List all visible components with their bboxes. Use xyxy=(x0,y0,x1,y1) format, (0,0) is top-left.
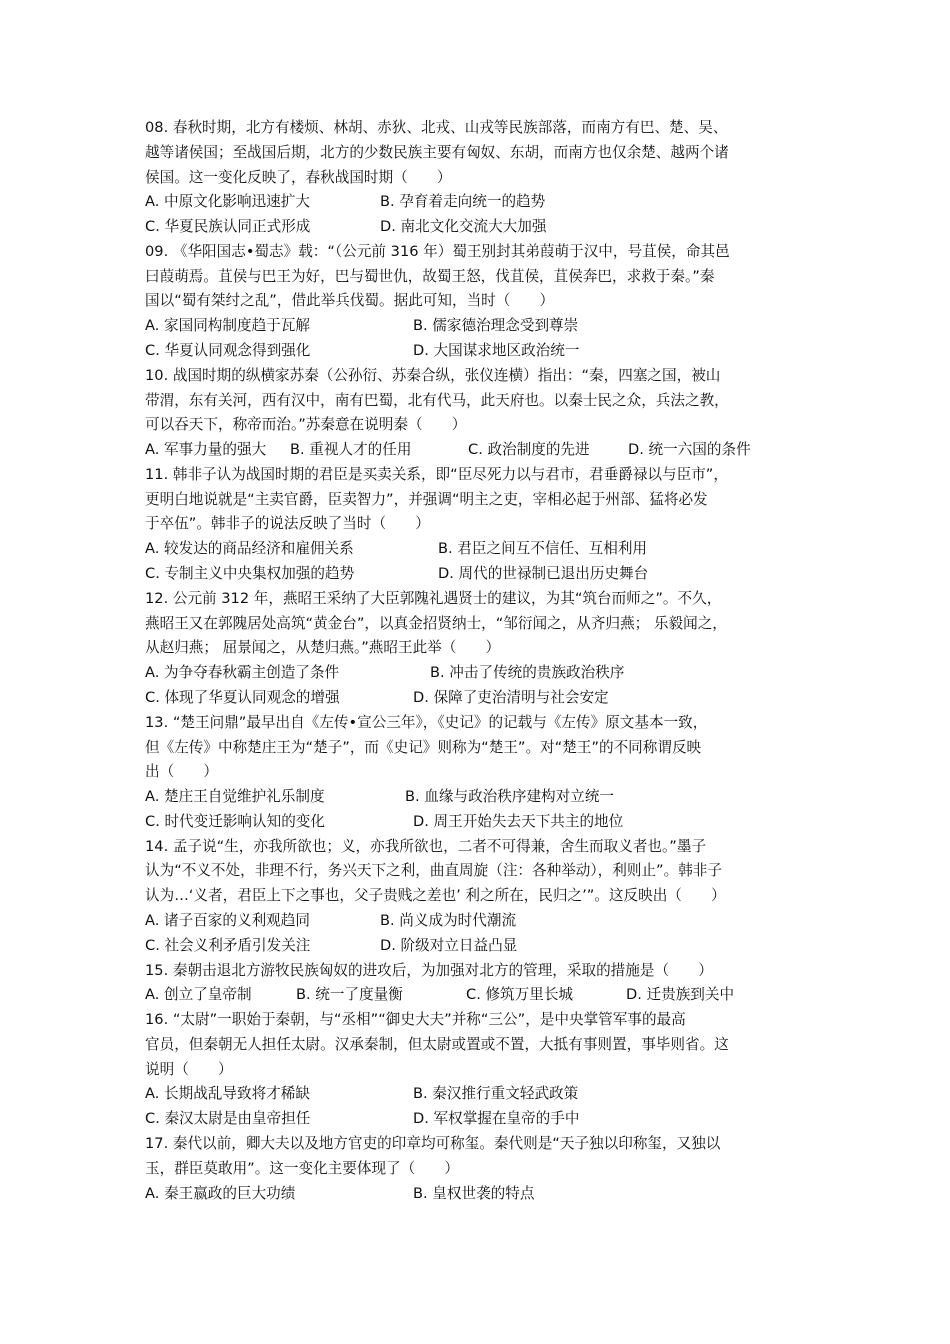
question-14-stem-line: 认为…‘义者，君臣上下之事也，父子贵贱之差也’ 利之所在，民归之’”。这反映出（ ） xyxy=(145,887,726,905)
question-14-stem-line: 14. 孟子说“生，亦我所欲也；义，亦我所欲也，二者不可得兼，舍生而取义者也。”墨子 xyxy=(145,837,707,855)
question-8-stem-line: 越等诸侯国；至战国后期，北方的少数民族主要有匈奴、东胡，而南方也仅余楚、越两个诸 xyxy=(145,143,729,161)
question-10-option-A: A. 军事力量的强大 xyxy=(145,441,267,459)
question-12-option-C: C. 体现了华夏认同观念的增强 xyxy=(145,688,340,706)
question-10-stem-line: 10. 战国时期的纵横家苏秦（公孙衍、苏秦合纵，张仪连横）指出：“秦，四塞之国，被山 xyxy=(145,366,721,384)
question-11-option-D: D. 周代的世禄制已退出历史舞台 xyxy=(438,565,649,583)
question-16-stem-line: 官员，但秦朝无人担任太尉。汉承秦制，但太尉或置或不置，大抵有事则置，事毕则省。这 xyxy=(145,1035,729,1053)
question-9-option-A: A. 家国同构制度趋于瓦解 xyxy=(145,317,310,335)
question-15-option-A: A. 创立了皇帝制 xyxy=(145,986,252,1004)
question-13-stem-line: 出（ ） xyxy=(145,763,218,781)
question-15-option-B: B. 统一了度量衡 xyxy=(296,986,403,1004)
question-14-option-A: A. 诸子百家的义利观趋同 xyxy=(145,911,310,929)
question-12-stem-line: 燕昭王又在郭隗居处高筑“黄金台”，以真金招贤纳士，“邹衍闻之，从齐归燕； 乐毅闻之， xyxy=(145,614,727,632)
question-15-option-C: C. 修筑万里长城 xyxy=(466,986,574,1004)
question-13-option-B: B. 血缘与政治秩序建构对立统一 xyxy=(405,788,615,806)
question-14-option-C: C. 社会义利矛盾引发关注 xyxy=(145,936,311,954)
question-10-stem-line: 带渭，东有关河，西有汉中，南有巴蜀，北有代马，此天府也。以秦士民之众，兵法之教， xyxy=(145,391,729,409)
question-15-option-D: D. 迁贵族到关中 xyxy=(626,986,735,1004)
question-12-stem-line: 从赵归燕； 屈景闻之，从楚归燕。”燕昭王此举（ ） xyxy=(145,639,501,657)
question-12-option-B: B. 冲击了传统的贵族政治秩序 xyxy=(430,664,625,682)
question-16-stem-line: 16. “太尉”一职始于秦朝，与“丞相”“御史大夫”并称“三公”，是中央掌管军事的最高 xyxy=(145,1011,686,1029)
question-10-stem-line: 可以吞天下，称帝而治。”苏秦意在说明秦（ ） xyxy=(145,416,467,434)
question-9-stem-line: 曰葭萌焉。苴侯与巴王为好，巴与蜀世仇，故蜀王怒，伐苴侯，苴侯奔巴，求救于秦。”秦 xyxy=(145,267,715,285)
question-11-stem-line: 于卒伍”。韩非子的说法反映了当时（ ） xyxy=(145,515,430,533)
question-16-option-B: B. 秦汉推行重文轻武政策 xyxy=(413,1085,579,1103)
question-11-option-B: B. 君臣之间互不信任、互相利用 xyxy=(438,540,648,558)
question-10-option-B: B. 重视人才的任用 xyxy=(290,441,412,459)
question-14-option-B: B. 尚义成为时代潮流 xyxy=(380,911,517,929)
question-16-stem-line: 说明（ ） xyxy=(145,1060,233,1078)
question-11-option-A: A. 较发达的商品经济和雇佣关系 xyxy=(145,540,354,558)
question-11-stem-line: 11. 韩非子认为战国时期的君臣是买卖关系，即“臣尽死力以与君市，君垂爵禄以与臣市”， xyxy=(145,465,728,483)
question-8-stem-line: 08. 春秋时期，北方有楼烦、林胡、赤狄、北戎、山戎等民族部落，而南方有巴、楚、吴、 xyxy=(145,119,728,136)
question-12-stem-line: 12. 公元前 312 年，燕昭王采纳了大臣郭隗礼遇贤士的建议，为其“筑台而师之”。不久， xyxy=(145,589,722,607)
question-9-option-B: B. 儒家德治理念受到尊崇 xyxy=(413,317,579,335)
question-8-option-C: C. 华夏民族认同正式形成 xyxy=(145,218,311,236)
question-9-stem-line: 09. 《华阳国志•蜀志》载：“（公元前 316 年）蜀王别封其弟葭萌于汉中，号苴侯，命其邑 xyxy=(145,242,730,260)
question-17-option-A: A. 秦王嬴政的巨大功绩 xyxy=(145,1184,296,1202)
question-8-option-D: D. 南北文化交流大大加强 xyxy=(380,218,547,236)
question-13-option-C: C. 时代变迁影响认知的变化 xyxy=(145,812,326,830)
question-12-option-A: A. 为争夺春秋霸主创造了条件 xyxy=(145,664,340,682)
question-9-option-C: C. 华夏认同观念得到强化 xyxy=(145,342,311,360)
question-13-stem-line: 13. “楚王问鼎”最早出自《左传•宣公三年》，《史记》的记载与《左传》原文基本一致， xyxy=(145,713,708,731)
question-10-option-C: C. 政治制度的先进 xyxy=(468,441,590,459)
question-11-stem-line: 更明白地说就是“主卖官爵，臣卖智力”，并强调“明主之吏，宰相必起于州部、猛将必发 xyxy=(145,490,708,508)
question-8-stem-line: 侯国。这一变化反映了，春秋战国时期（ ） xyxy=(145,168,452,186)
question-11-option-C: C. 专制主义中央集权加强的趋势 xyxy=(145,565,355,583)
question-13-stem-line: 但《左传》中称楚庄王为“楚子”，而《史记》则称为“楚王”。对“楚王”的不同称谓反映 xyxy=(145,738,702,756)
question-13-option-A: A. 楚庄王自觉维护礼乐制度 xyxy=(145,788,325,806)
question-16-option-C: C. 秦汉太尉是由皇帝担任 xyxy=(145,1110,311,1128)
question-17-stem-line: 玉，群臣莫敢用”。这一变化主要体现了（ ） xyxy=(145,1159,460,1177)
question-10-option-D: D. 统一六国的条件 xyxy=(628,441,751,459)
question-16-option-D: D. 军权掌握在皇帝的手中 xyxy=(413,1110,580,1128)
question-8-option-B: B. 孕育着走向统一的趋势 xyxy=(380,193,546,211)
question-9-stem-line: 国以“蜀有桀纣之乱”，借此举兵伐蜀。据此可知，当时（ ） xyxy=(145,292,555,310)
question-15-stem-line: 15. 秦朝击退北方游牧民族匈奴的进攻后，为加强对北方的管理，采取的措施是（ ） xyxy=(145,961,713,979)
question-12-option-D: D. 保障了吏治清明与社会安定 xyxy=(413,688,609,706)
question-13-option-D: D. 周王开始失去天下共主的地位 xyxy=(413,812,624,830)
question-9-option-D: D. 大国谋求地区政治统一 xyxy=(413,342,580,360)
question-16-option-A: A. 长期战乱导致将才稀缺 xyxy=(145,1085,310,1103)
question-17-stem-line: 17. 秦代以前，卿大夫以及地方官吏的印章均可称玺。秦代则是“天子独以印称玺，又独以 xyxy=(145,1134,721,1152)
question-17-option-B: B. 皇权世袭的特点 xyxy=(413,1184,535,1202)
question-14-option-D: D. 阶级对立日益凸显 xyxy=(380,936,518,954)
question-14-stem-line: 认为“不义不处，非理不行，务兴天下之利，曲直周旋（注：各种举动），利则止”。韩非子 xyxy=(145,862,722,880)
question-8-option-A: A. 中原文化影响迅速扩大 xyxy=(145,193,310,211)
